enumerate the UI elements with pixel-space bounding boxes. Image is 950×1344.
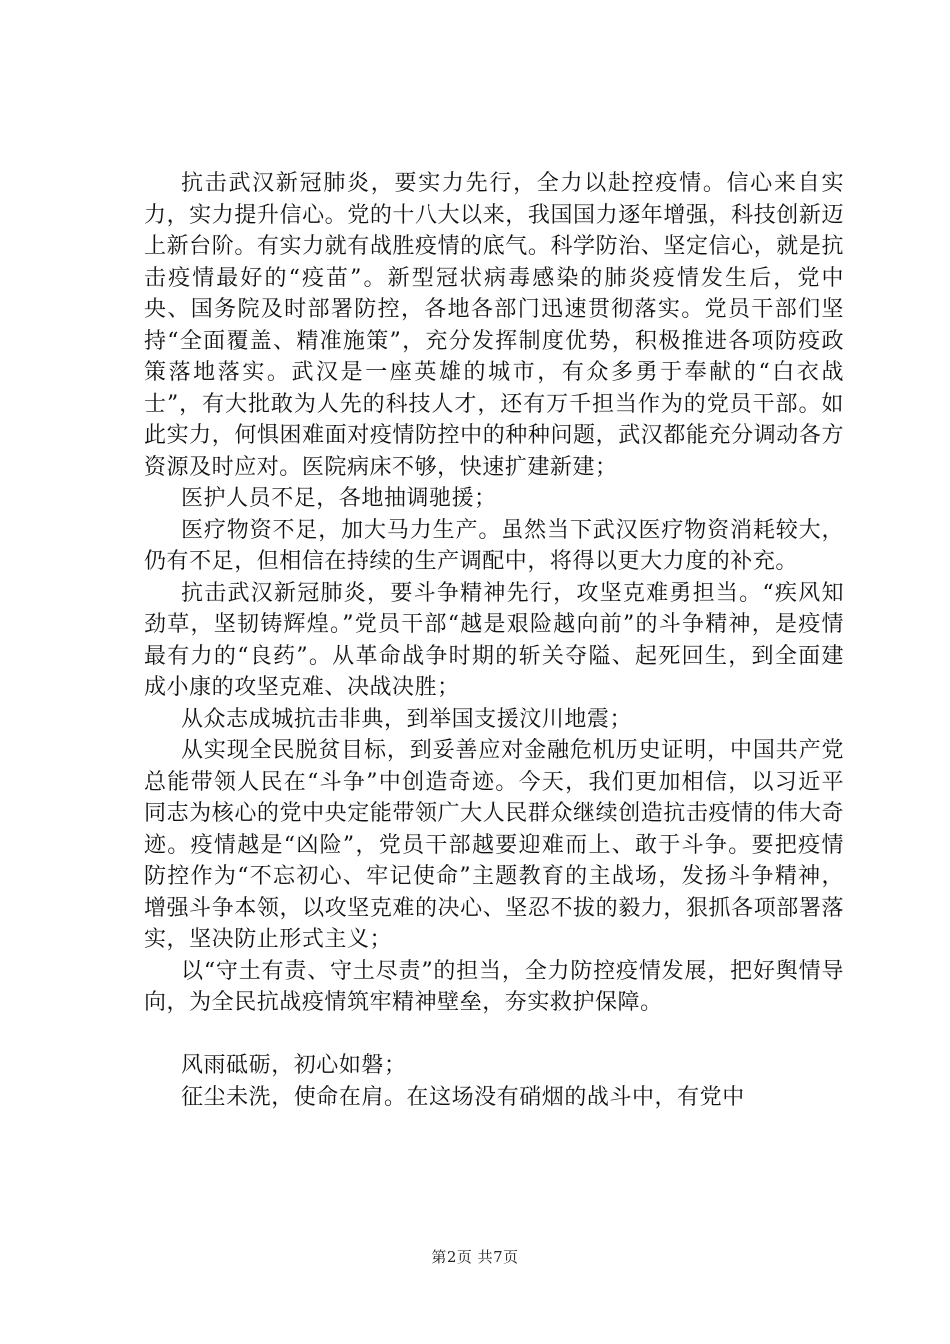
paragraph-spacer xyxy=(144,1019,844,1051)
document-body xyxy=(144,168,844,1113)
page-number-footer: 第2页 共7页 xyxy=(431,1248,519,1266)
paragraph-medical-staff: 医护人员不足，各地抽调驰援； xyxy=(181,486,497,511)
paragraph-fighting-spirit: 抗击武汉新冠肺炎，要斗争精神先行，攻坚克难勇担当。“疾风知劲草，坚韧铸辉煌。”党员干部“越是艰险越向前”的斗争精神，是疫情最有力的“良药”。从革命战争时期的斩关夺隘、起死回生，到全面建成小康的攻坚克难、决战决胜； xyxy=(144,580,844,700)
paragraph-mission: 征尘未洗，使命在肩。在这场没有硝烟的战斗中，有党中 xyxy=(181,1084,745,1110)
paragraph-strength: 抗击武汉新冠肺炎，要实力先行，全力以赴控疫情。信心来自实力，实力提升信心。党的十八大以来，我国国力逐年增强，科技创新迈上新台阶。有实力就有战胜疫情的底气。科学防治、坚定信心，就是抗击疫情最好的“疫苗”。新型冠状病毒感染的肺炎疫情发生后，党中央、国务院及时部署防控，各地各部门迅速贯彻落实。党员干部们坚持“全面覆盖、精准施策”，充分发挥制度优势，积极推进各项防疫政策落地落实。武汉是一座英雄的城市，有众多勇于奉献的“白衣战士”，有大批敢为人先的科技人才，还有万千担当作为的党员干部。如此实力，何惧困难面对疫情防控中的种种问题，武汉都能充分调动各方资源及时应对。医院病床不够，快速扩建新建； xyxy=(144,171,844,480)
paragraph-poverty-history: 从实现全民脱贫目标，到妥善应对金融危机历史证明，中国共产党总能带领人民在“斗争”中创造奇迹。今天，我们更加相信，以习近平同志为核心的党中央定能带领广大人民群众继续创造抗击疫情的伟大奇迹。疫情越是“凶险”，党员干部越要迎难而上、敢于斗争。要把疫情防控作为“不忘初心、牢记使命”主题教育的主战场，发扬斗争精神，增强斗争本领，以攻坚克难的决心、坚忍不拔的毅力，狠抓各项部署落实，坚决防止形式主义； xyxy=(144,738,844,952)
paragraph-sars-wenchuan: 从众志成城抗击非典，到举国支援汶川地震； xyxy=(181,706,633,732)
paragraph-responsibility: 以“守土有责、守土尽责”的担当，全力防控疫情发展，把好舆情导向，为全民抗战疫情筑牢精神壁垒，夯实救护保障。 xyxy=(144,958,844,1015)
paragraph-wind-rain: 风雨砥砺，初心如磐； xyxy=(181,1053,407,1078)
paragraph-medical-supplies: 医疗物资不足，加大马力生产。虽然当下武汉医疗物资消耗较大，仍有不足，但相信在持续的生产调配中，将得以更大力度的补充。 xyxy=(144,517,844,574)
